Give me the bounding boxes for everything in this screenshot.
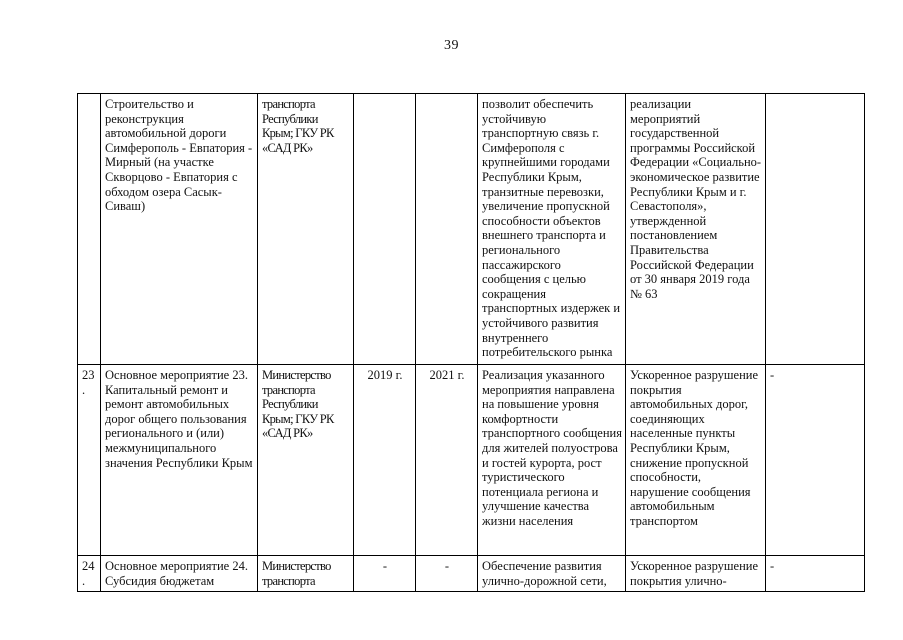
- related-indicator: -: [766, 556, 865, 592]
- start-year: [354, 94, 416, 365]
- row-number: 23.: [78, 365, 101, 556]
- measure-name: Основное мероприятие 23. Капитальный ремонт и ремонт автомобильных дорог общего пользования регионального и (или) межмуниципального значения Республики Крым: [101, 365, 258, 556]
- table-row: [78, 556, 865, 592]
- related-indicator: [766, 94, 865, 365]
- executor: Министерство транспорта: [258, 556, 354, 592]
- table-row: [78, 365, 865, 556]
- table-row: [78, 94, 865, 365]
- start-year: -: [354, 556, 416, 592]
- start-year: 2019 г.: [354, 365, 416, 556]
- expected-result: Реализация указанного мероприятия направлена на повышение уровня комфортности транспортного сообщения для жителей полуострова и гостей курорта, рост туристического потенциала региона и улучшение качества жизни населения: [478, 365, 626, 556]
- related-indicator: -: [766, 365, 865, 556]
- expected-result: Обеспечение развития улично-дорожной сети,: [478, 556, 626, 592]
- consequence: Ускоренное разрушение покрытия улично-: [626, 556, 766, 592]
- consequence: Ускоренное разрушение покрытия автомобильных дорог, соединяющих населенные пункты Республики Крым, снижение пропускной способности, нарушение сообщения автомобильным транспортом: [626, 365, 766, 556]
- measure-name: Строительство и реконструкция автомобильной дороги Симферополь - Евпатория - Мирный (на участке Скворцово - Евпатория с обходом озера Сасык-Сиваш): [101, 94, 258, 365]
- expected-result: позволит обеспечить устойчивую транспортную связь г. Симферополя с крупнейшими городами Республики Крым, транзитные перевозки, увеличение пропускной способности объектов внешнего транспорта и регионального пассажирского сообщения с целью сокращения транспортных издержек и устойчивого развития внутреннего потребительского рынка: [478, 94, 626, 365]
- end-year: 2021 г.: [416, 365, 478, 556]
- measure-name: Основное мероприятие 24. Субсидия бюджетам: [101, 556, 258, 592]
- end-year: -: [416, 556, 478, 592]
- row-number: 24.: [78, 556, 101, 592]
- page-number: 39: [444, 38, 459, 53]
- end-year: [416, 94, 478, 365]
- consequence: реализации мероприятий государственной программы Российской Федерации «Социально-экономическое развитие Республики Крым и г. Севастополя», утвержденной постановлением Правительства Российской Федерации от 30 января 2019 года № 63: [626, 94, 766, 365]
- row-number: [78, 94, 101, 365]
- executor: Министерство транспорта Республики Крым; ГКУ РК «САД РК»: [258, 365, 354, 556]
- executor: транспорта Республики Крым; ГКУ РК «САД РК»: [258, 94, 354, 365]
- program-table: [77, 93, 865, 592]
